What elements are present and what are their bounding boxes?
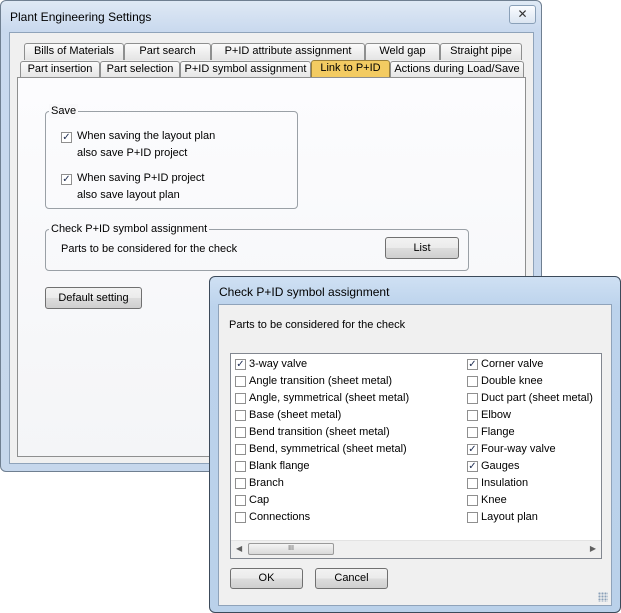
part-label: Elbow <box>481 409 511 421</box>
save-layout-with-pid-checkbox[interactable]: ✓ <box>62 174 71 185</box>
save-group <box>45 105 298 209</box>
part-label: Knee <box>481 494 507 506</box>
part-label: 3-way valve <box>249 358 308 370</box>
part-checkbox[interactable] <box>467 478 478 489</box>
save-pid-with-layout-label-line1: When saving the layout plan <box>77 130 216 142</box>
tab-part-selection[interactable]: Part selection <box>100 61 180 78</box>
part-checkbox[interactable] <box>235 393 246 404</box>
dialog-title: Plant Engineering Settings <box>10 10 152 24</box>
part-label: Bend transition (sheet metal) <box>249 426 390 438</box>
part-label: Cap <box>249 494 270 506</box>
check-group-text: Parts to be considered for the check <box>61 243 238 255</box>
part-label: Corner valve <box>481 358 544 370</box>
part-label: Connections <box>249 511 311 523</box>
part-checkbox[interactable] <box>467 376 478 387</box>
save-layout-with-pid-label-line2: also save layout plan <box>77 189 180 201</box>
part-label: Insulation <box>481 477 529 489</box>
list-button[interactable]: List <box>385 237 459 259</box>
check-pid-symbol-group <box>45 223 469 271</box>
part-checkbox[interactable]: ✓ <box>468 461 477 472</box>
tab-straight-pipe[interactable]: Straight pipe <box>440 43 522 60</box>
part-checkbox[interactable] <box>467 495 478 506</box>
part-checkbox[interactable] <box>235 376 246 387</box>
part-label: Flange <box>481 426 515 438</box>
cancel-button[interactable]: Cancel <box>315 568 388 589</box>
tab-actions-during-load-save[interactable]: Actions during Load/Save <box>390 61 524 78</box>
tab-part-search[interactable]: Part search <box>124 43 211 60</box>
part-checkbox[interactable]: ✓ <box>468 444 477 455</box>
part-label: Branch <box>249 477 284 489</box>
tab-part-insertion[interactable]: Part insertion <box>20 61 100 78</box>
tab-link-to-pid[interactable]: Link to P+ID <box>311 60 390 78</box>
part-checkbox[interactable] <box>235 495 246 506</box>
check-group-legend: Check P+ID symbol assignment <box>51 223 208 235</box>
part-checkbox[interactable] <box>467 393 478 404</box>
part-label: Double knee <box>481 375 543 387</box>
close-button[interactable]: ✕ <box>509 5 536 24</box>
part-label: Layout plan <box>481 511 538 523</box>
save-pid-with-layout-label-line2: also save P+ID project <box>77 147 188 159</box>
ok-button[interactable]: OK <box>230 568 303 589</box>
part-checkbox[interactable] <box>467 512 478 523</box>
dialog-title: Check P+ID symbol assignment <box>219 285 390 299</box>
part-label: Base (sheet metal) <box>249 409 342 421</box>
tab-weld-gap[interactable]: Weld gap <box>365 43 440 60</box>
tab-pid-attribute-assignment[interactable]: P+ID attribute assignment <box>211 43 365 60</box>
part-checkbox[interactable]: ✓ <box>236 359 245 370</box>
parts-subtitle: Parts to be considered for the check <box>229 319 406 331</box>
part-checkbox[interactable] <box>235 427 246 438</box>
part-label: Angle transition (sheet metal) <box>249 375 393 387</box>
part-label: Duct part (sheet metal) <box>481 392 593 404</box>
tab-pid-symbol-assignment[interactable]: P+ID symbol assignment <box>180 61 311 78</box>
part-label: Bend, symmetrical (sheet metal) <box>249 443 407 455</box>
part-checkbox[interactable] <box>235 410 246 421</box>
part-checkbox[interactable] <box>467 427 478 438</box>
part-checkbox[interactable] <box>235 478 246 489</box>
save-group-legend: Save <box>51 105 77 117</box>
part-checkbox[interactable] <box>235 444 246 455</box>
scroll-thumb[interactable]: III <box>248 543 334 555</box>
parts-checklist[interactable] <box>230 353 602 559</box>
part-label: Blank flange <box>249 460 310 472</box>
save-layout-with-pid-label-line1: When saving P+ID project <box>77 172 205 184</box>
horizontal-scrollbar[interactable] <box>231 540 601 558</box>
scroll-right-icon[interactable]: ▶ <box>589 544 596 553</box>
check-pid-symbol-assignment-dialog <box>209 276 621 613</box>
scroll-left-icon[interactable]: ◀ <box>236 544 243 553</box>
tab-bills-of-materials[interactable]: Bills of Materials <box>24 43 124 60</box>
part-label: Four-way valve <box>481 443 556 455</box>
dialog-client-area <box>218 304 612 606</box>
part-checkbox[interactable] <box>467 410 478 421</box>
part-checkbox[interactable]: ✓ <box>468 359 477 370</box>
part-label: Gauges <box>481 460 520 472</box>
part-checkbox[interactable] <box>235 461 246 472</box>
resize-grip-icon[interactable] <box>598 592 608 602</box>
part-checkbox[interactable] <box>235 512 246 523</box>
save-pid-with-layout-checkbox[interactable]: ✓ <box>62 132 71 143</box>
part-label: Angle, symmetrical (sheet metal) <box>249 392 410 404</box>
default-setting-button[interactable]: Default setting <box>45 287 142 309</box>
